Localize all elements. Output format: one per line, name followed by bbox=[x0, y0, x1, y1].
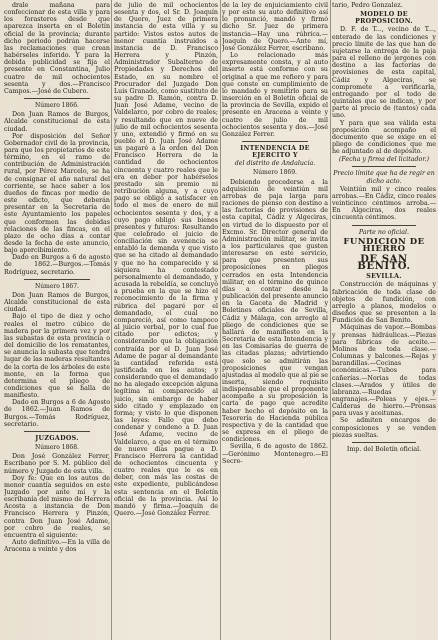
paragraph: Veintiún mil y cinco reales arrobas.—En Cádiz, cinco reales veinticinco céntimos arroba.—En Algeciras, dos reales cincuenta céntimos. bbox=[332, 185, 436, 222]
notice-number: Número 1867. bbox=[35, 282, 79, 290]
advert-items: Máquinas de vapor.—Bombas y prensas hidráulicas.—Piezas para fábricas de aceite.—Molinos de toda clase.—Columnas y balcones.—Rejas y barandillas.—Cocinas económicas.—Tubos para cañerías.—Norias de todas clases.—Arados y útiles de labranza.—Ruedas y engranajes.—Poleas y ejes.—Calderas de hierro.—Prensas para uvas y aceitunas. bbox=[332, 324, 436, 418]
paragraph: Bajo el tipo de diez y ocho reales el metro cúbico de madera por la primera vez y por las subastas de esta provincia o del domicilio de los rematantes, se anuncia la subasta que tendrá lugar de las maderas resultantes de la corta de los árboles de este monte, en la forma que determina el pliego de condiciones que se halla de manifiesto. bbox=[4, 313, 110, 400]
column-2 bbox=[114, 2, 218, 638]
advert-title: FUNDICION DE HIERRO bbox=[343, 236, 425, 254]
divider bbox=[24, 98, 90, 99]
divider bbox=[242, 141, 308, 142]
divider bbox=[352, 442, 416, 443]
notice-number: Número 1869. bbox=[253, 169, 297, 177]
column-rule bbox=[220, 0, 221, 640]
unofficial-section-title: Parte no oficial. bbox=[358, 228, 410, 236]
paragraph: drale mañana para confeccionar de esta villa y para los forasteros desde que aparezca inserta en el Boletín oficial de la provincia; durante dicho periodo podrán hacerse las reclamaciones que crean habérseles inferido. Y para la debida publicidad se fija el presente en Constantina, Julio cuatro de mil ochocientos sesenta y dos.—Francisco Campos.—José de Cubero. bbox=[4, 2, 110, 95]
paragraph: D. F. de T..., vecino de T..., enterado de las condiciones y precio límite de las que han de sujetarse la entrega de la paja para el relleno de jergones con destino a las factorías de provisiones de esta capital, Cádiz y Algeciras, se compromete a verificarla, entregando por el todo de quintales que se indican, y por parte al precio de (tantos) cada uno. bbox=[332, 26, 436, 120]
notice-number: Número 1866. bbox=[35, 102, 79, 110]
notice-signature: Dado en Burgos a 6 de Agosto de 1862.—Juan Ramos de Burgos.—Tomás Rodríguez, secretario. bbox=[4, 399, 110, 428]
column-4 bbox=[332, 2, 436, 638]
divider bbox=[352, 166, 416, 167]
divider bbox=[24, 279, 90, 280]
section-subheading: del distrito de Andalucía. bbox=[234, 160, 316, 168]
divider bbox=[352, 225, 416, 226]
notice-number: Número 1868. bbox=[35, 444, 79, 452]
column-rule bbox=[330, 0, 331, 640]
divider bbox=[24, 431, 90, 432]
paragraph: Lo relacionado más expresamente consta, y al auto inserto está conforme con su original a que me refiero y para que conste en cumplimiento de lo mandado y remitirlo para su inserción en el Boletín oficial de la provincia de Sevilla, expido el presente en Aracena a veinte y cuatro de julio de mil ochocientos sesenta y dos.—José González Ferrer. bbox=[222, 52, 328, 138]
paragraph: Y para que sea válida esta proposición acompaño el documento que se exige en el pliego de condiciones que me he adjuntado al de depósito. bbox=[332, 119, 436, 156]
column-rule bbox=[111, 0, 112, 640]
paragraph: Construcción de máquinas y fabricación de toda clase de objetos de fundición, con arreglo a planos, modelos o diseños que se presenten a la Fundición de San Benito. bbox=[332, 281, 436, 325]
notice-signature: Dado en Burgos a 6 de agosto de 1862.—Burgos.—Tomás Rodríguez, secretario. bbox=[4, 254, 110, 276]
column-3 bbox=[222, 2, 328, 638]
section-heading: INTENDENCIA DE EJERCITO Y bbox=[240, 144, 310, 160]
paragraph: Auto definitivo.—En la villa de Aracena a veinte y dos bbox=[4, 539, 110, 554]
paragraph: tario, Pedro Gonzalez. bbox=[332, 2, 403, 9]
paragraph: Se admiten encargos de composiciones y se venden piezas sueltas. bbox=[332, 417, 436, 439]
paragraph: Por disposición del Señor Gobernador civil de la provincia, para que los propietarios de este término, en el ramo de contribución de Administración rural, por Pérez Marcelo, se ha de consignar el año natural del corriente, se hace saber a los dueños de fincas por medio de este edicto, que deberán presentar en la Secretaría de este Ayuntamiento los papeles que conformen las debidas relaciones de las fincas, en el plazo de ocho días a contar desde la fecha de este anuncio, bajo apercibimiento. bbox=[4, 132, 110, 255]
column-1 bbox=[4, 2, 110, 638]
paragraph: de la ley de enjuiciamiento civil y por este su auto definitivo así lo pronunció, mandó y firmó dicho Sr. Juez de primera instancia—Hay una rúbrica.—Joaquín de Quero.—Ante mí, José González Ferrer, escribano. bbox=[222, 2, 328, 52]
price-heading: Precio límite que ha de regir en dicho acto. bbox=[333, 170, 435, 185]
paragraph: Doy fe: Que en los autos de menor cuantía seguidos en este Juzgado por ante mí y la escribanía del mismo de Herrera Acosta a instancia de Don Francisco Herrera y Pinzón, contra Don Juan José Adame, por cobro de reales, se encuentra el siguiente: bbox=[4, 474, 110, 539]
paragraph: Sevilla, 6 de agosto de 1862.—Gerónimo Montenegro.—El Secre- bbox=[222, 443, 328, 465]
section-heading: MODELO DE PROPOSICION. bbox=[355, 11, 413, 26]
advert-city: SEVILLA. bbox=[366, 273, 402, 281]
printer-imprint: Imp. del Boletín oficial. bbox=[346, 445, 422, 453]
advert-firm-name: DE SAN BENITO. bbox=[357, 254, 411, 273]
section-heading: JUZGADOS. bbox=[35, 434, 79, 442]
notice-heading: Don Juan Ramos de Burgos, Alcalde constitucional de esta ciudad. bbox=[4, 111, 110, 133]
paragraph: Debiendo procederse a la adquisición de veintiún mil arrobas de paja larga para raciones de pienso con destino a las factorías de provisiones de esta capital, Cádiz y Algeciras, en virtud de lo dispuesto por el Excmo. Sr. Director general de Administración militar, se invita a los particulares que gusten interesarse en este servicio, para que presenten sus proposiciones en pliegos cerrados en esta Intendencia militar, en el término de quince días a contar desde la publicación del presente anuncio en la Gaceta de Madrid y Boletines oficiales de Sevilla, Cádiz y Málaga, con arreglo al pliego de condiciones que se hallará de manifiesto en la Secretaría de esta Intendencia y en las Comisarías de guerra de las citadas plazas; advirtiendo que solo se admitirán las proposiciones que vengan ajustadas al modelo que al pie se inserta, siendo requisito indispensable que el proponente acompañe a su proposición la carta de pago que acredite haber hecho el depósito en la Tesorería de Hacienda pública respectiva y de la cantidad que se expresa en el pliego de condiciones. bbox=[222, 178, 328, 444]
signature-note: (Fecha y firma del licitador.) bbox=[338, 156, 430, 164]
notice-heading: Don Juan Ramos de Burgos, Alcalde constitucional de esta ciudad. bbox=[4, 291, 110, 314]
paragraph: de julio de mil ochocientos sesenta y dos, el Sr. D. Joaquín de Quero, Juez de primera instancia de esta villa y su partido: Vistos estos autos de menor cuantía instruidos a instancia de D. Francisco Herrera y Pinzón, Administrador Subalterno de Propiedades y Derechos del Estado, en su nombre el Procurador del Juzgado Don Luis Granado, como sustituto de su padre D. Ramón, contra D. Juan José Adame, vecino de Valdelarco, por cobro de reales; y resultando que en nueve de julio de mil ochocientos sesenta y uno, extendió y firmó en su pueblo el D. Juan José Adame un pagaré a la orden del Don Francisco Herrera de la cantidad de ochocientos cincuenta y cuatro reales que le era en deber por habérselos prestado sin premio ni retribución alguna, y a cuyo pago se obligó a satisfacer en todo el mes de enero de mil ochocientos sesenta y dos, y a cuyo pago obligó sus bienes presentes y futuros: Resultando que celebrado el juicio de conciliación sin avenencia se entabló la demanda y que visto que se ha citado al demandado y que no ha comparecido y si siquiera ha contestado personalmente el demandado, y acusada la rebeldía, se concluyó a prueba en la que se hizo el reconocimiento de la firma y rúbrica del pagaré por el demandado, el cual no compareció, así como tampoco al juicio verbal, por lo cual fue citado por edictos; y considerando que la obligación contraída por el D. Juan José Adame de pagar al demandante la cantidad referida está justificada en los autos; y considerando que el demandado no ha alegado excepción alguna legítima ni comparecido al juicio, sin embargo de haber sido citado y emplazado en forma; y visto lo que disponen las leyes: Fallo que debo condenar y condeno a D. Juan José Adame, vecino de Valdelarco, a que en el término de nueve días pague a D. Francisco Herrera la cantidad de ochocientos cincuenta y cuatro reales que le es en deber, con más las costas de este expediente, publicándose esta sentencia en el Boletín oficial de la provincia. Así lo mandó y firma.—Joaquín de Quero.—José González Ferrer. bbox=[114, 2, 218, 518]
paragraph: Don José González Ferrer, Escribano por S. M. público del número y Juzgado de esta villa. bbox=[4, 453, 110, 475]
